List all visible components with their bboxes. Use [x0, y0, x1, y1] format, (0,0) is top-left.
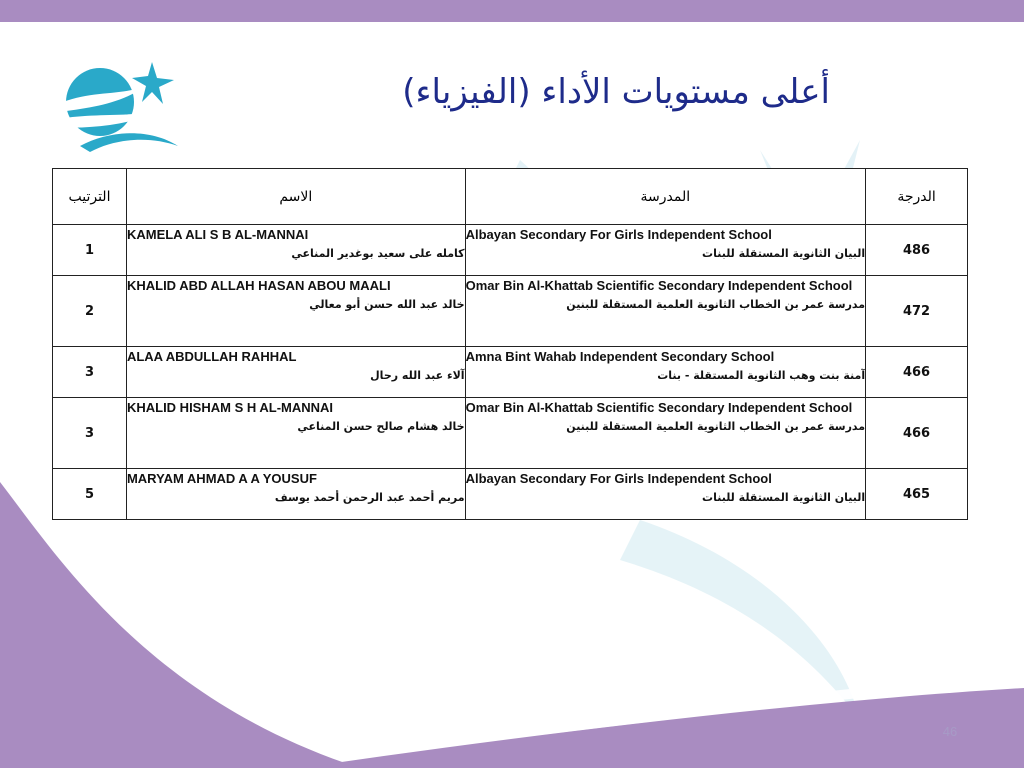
- student-name-arabic: مريم أحمد عبد الرحمن أحمد يوسف: [274, 491, 465, 504]
- name-cell: [126, 398, 465, 469]
- header-name: الاسم: [126, 169, 465, 225]
- rank-cell: 3: [53, 398, 127, 469]
- student-name-arabic: آلاء عبد الله رحال: [370, 369, 465, 382]
- table-row: [53, 347, 968, 398]
- rank-cell: 1: [53, 225, 127, 276]
- student-name-english: KHALID HISHAM S H AL-MANNAI: [126, 400, 334, 415]
- score-cell: 472: [866, 276, 968, 347]
- school-name-english: Albayan Secondary For Girls Independent School: [465, 471, 772, 486]
- school-name-english: Amna Bint Wahab Independent Secondary School: [465, 349, 775, 364]
- name-cell: [126, 347, 465, 398]
- student-name-english: KAMELA ALI S B AL-MANNAI: [126, 227, 309, 242]
- student-name-english: KHALID ABD ALLAH HASAN ABOU MAALI: [126, 278, 391, 293]
- school-name-english: Omar Bin Al-Khattab Scientific Secondary Independent School: [465, 278, 853, 293]
- name-cell: [126, 276, 465, 347]
- header-school: المدرسة: [465, 169, 866, 225]
- table-row: [53, 469, 968, 520]
- table-row: [53, 276, 968, 347]
- school-name-arabic: البيان الثانوية المستقلة للبنات: [702, 247, 866, 260]
- student-name-arabic: خالد عبد الله حسن أبو معالي: [309, 298, 465, 311]
- school-cell: [465, 398, 866, 469]
- score-cell: 465: [866, 469, 968, 520]
- table-row: [53, 398, 968, 469]
- student-name-arabic: كامله على سعيد بوغدير المناعي: [291, 247, 465, 260]
- student-name-arabic: خالد هشام صالح حسن المناعي: [297, 420, 465, 433]
- school-name-english: Albayan Secondary For Girls Independent School: [465, 227, 772, 242]
- rank-cell: 5: [53, 469, 127, 520]
- logo: [50, 60, 180, 160]
- page-number: 46: [942, 724, 958, 739]
- score-cell: 486: [866, 225, 968, 276]
- table-header-row: [53, 169, 968, 225]
- rank-cell: 2: [53, 276, 127, 347]
- school-cell: [465, 276, 866, 347]
- name-cell: [126, 469, 465, 520]
- table-row: [53, 225, 968, 276]
- header-score: الدرجة: [866, 169, 968, 225]
- school-name-arabic: البيان الثانوية المستقلة للبنات: [702, 491, 866, 504]
- header-rank: الترتيب: [53, 169, 127, 225]
- school-name-arabic: مدرسة عمر بن الخطاب الثانوية العلمية المستقلة للبنين: [566, 298, 866, 311]
- school-cell: [465, 225, 866, 276]
- rank-cell: 3: [53, 347, 127, 398]
- school-name-arabic: آمنة بنت وهب الثانوية المستقلة - بنات: [657, 369, 866, 382]
- student-name-english: MARYAM AHMAD A A YOUSUF: [126, 471, 317, 486]
- results-table: [52, 168, 968, 520]
- score-cell: 466: [866, 347, 968, 398]
- name-cell: [126, 225, 465, 276]
- school-name-arabic: مدرسة عمر بن الخطاب الثانوية العلمية المستقلة للبنين: [566, 420, 866, 433]
- school-cell: [465, 469, 866, 520]
- school-cell: [465, 347, 866, 398]
- score-cell: 466: [866, 398, 968, 469]
- slide-title: أعلى مستويات الأداء (الفيزياء): [402, 72, 830, 112]
- school-name-english: Omar Bin Al-Khattab Scientific Secondary Independent School: [465, 400, 853, 415]
- student-name-english: ALAA ABDULLAH RAHHAL: [126, 349, 297, 364]
